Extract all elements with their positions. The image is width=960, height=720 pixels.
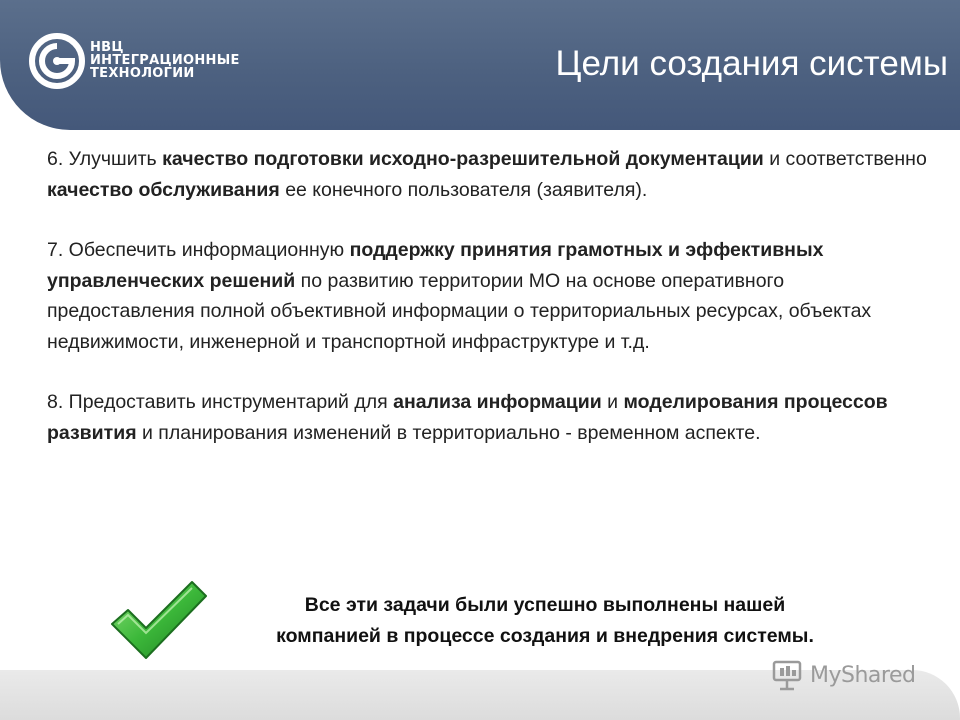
company-logo [28,32,268,92]
logo-emblem-icon [28,32,86,90]
watermark [770,655,915,695]
goal-7-bold-1: поддержку принятия грамотных и эффективных управленческих решений [47,239,824,292]
logo-line-3: ТЕХНОЛОГИИ [90,66,195,81]
goal-6-text-2: и соответственно [763,148,927,170]
conclusion-line-1: Все эти задачи были успешно выполнены нашей [304,594,786,616]
watermark-text: MyShared [810,662,916,688]
goal-8-text-3: и планирования изменений в территориально - временном аспекте. [136,421,761,444]
goal-7-text-1: 7. Обеспечить информационную [47,239,350,261]
goal-6-text-3: ее конечного пользователя (заявителя). [279,178,648,201]
conclusion-line-2: компанией в процессе создания и внедрения системы. [276,625,814,647]
watermark-presentation-icon [770,658,804,692]
header-band [0,0,960,130]
goal-8-text-1: 8. Предоставить инструментарий для [47,391,394,413]
goal-8-bold-2: моделирования процессов развития [47,391,888,444]
goal-item-7 [47,235,927,357]
goal-6-text-1: 6. Улучшить [47,148,163,170]
goal-7-text-2: по развитию территории МО на основе оперативного предоставления полной объективной информации о территориальных ресурсах, объектах недвижимости, инженерной и транспортной инфраструктуре и т.д. [47,269,872,353]
goals-list [47,144,927,478]
goal-8-bold-1: анализа информации [393,391,602,413]
goal-8-text-2: и [601,391,624,413]
goal-6-bold-1: качество подготовки исходно-разрешительной документации [162,148,764,170]
logo-line-1: НВЦ [90,40,124,55]
checkmark-icon [108,580,208,667]
slide-title: Цели создания системы [555,44,948,83]
logo-text [90,41,240,80]
goal-6-bold-2: качество обслуживания [47,178,280,201]
goal-item-8 [47,387,927,448]
conclusion-text [200,590,890,652]
logo-line-2: ИНТЕГРАЦИОННЫЕ [90,53,240,68]
goal-item-6 [47,144,927,205]
